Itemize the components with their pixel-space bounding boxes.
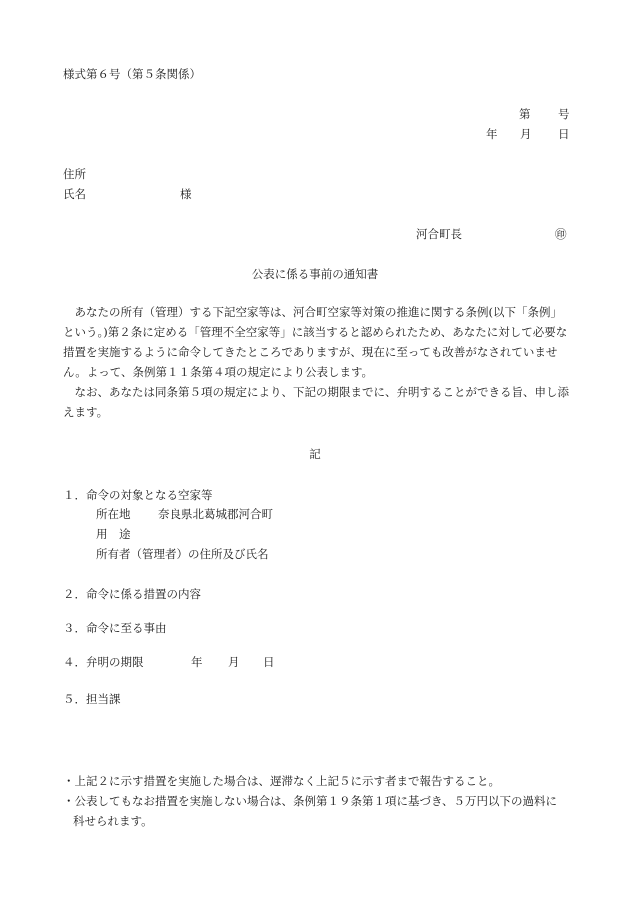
item-4-month: 月 xyxy=(228,655,240,669)
note-2-continued: 科せられます。 xyxy=(73,814,153,828)
address-label: 住所 xyxy=(63,167,86,181)
body-paragraph-1: あなたの所有（管理）する下記空家等は、河合町空家等対策の推進に関する条例(以下「条例」という。)第２条に定める「管理不全空家等」に該当すると認められたため、あなたに対して必要な措置を実施するように命令してきたところでありますが、現在に至っても改善がなされていません。よって、条例第１１条第４項の規定により公表します。 xyxy=(63,305,568,379)
item-4-title: ４．弁明の期限 xyxy=(63,655,144,669)
item-4-year: 年 xyxy=(191,655,203,669)
item-1-location-value: 奈良県北葛城郡河合町 xyxy=(158,507,273,521)
item-4-day: 日 xyxy=(263,655,275,669)
form-number: 様式第６号（第５条関係） xyxy=(63,67,201,81)
item-1-location-label: 所在地 xyxy=(96,507,131,521)
item-5-title: ５．担当課 xyxy=(63,692,121,706)
item-1-title: １．命令の対象となる空家等 xyxy=(63,488,213,502)
body-paragraph-2: なお、あなたは同条第５項の規定により、下記の期限までに、弁明することができる旨、申し添えます。 xyxy=(63,385,569,419)
doc-number-go: 号 xyxy=(558,107,570,121)
item-3-title: ３．命令に至る事由 xyxy=(63,621,167,635)
item-2-title: ２．命令に係る措置の内容 xyxy=(63,587,201,601)
note-2: ・公表してもなお措置を実施しない場合は、条例第１９条第１項に基づき、５万円以下の過料に xyxy=(63,794,558,808)
doc-number-dai: 第 xyxy=(519,107,531,121)
body-text xyxy=(63,302,569,422)
date-day: 日 xyxy=(558,127,570,141)
note-1: ・上記２に示す措置を実施した場合は、遅滞なく上記５に示す者まで報告すること。 xyxy=(63,774,500,788)
honorific: 様 xyxy=(180,187,192,201)
sender-title: 河合町長 xyxy=(416,227,462,241)
ki-heading: 記 xyxy=(309,447,321,461)
date-year: 年 xyxy=(486,127,498,141)
name-label: 氏名 xyxy=(63,187,86,201)
doc-title: 公表に係る事前の通知書 xyxy=(251,267,379,281)
seal-mark: ㊞ xyxy=(555,227,567,241)
item-1-use-label: 用 途 xyxy=(96,527,131,541)
date-month: 月 xyxy=(520,127,532,141)
item-1-owner-label: 所有者（管理者）の住所及び氏名 xyxy=(96,547,269,561)
